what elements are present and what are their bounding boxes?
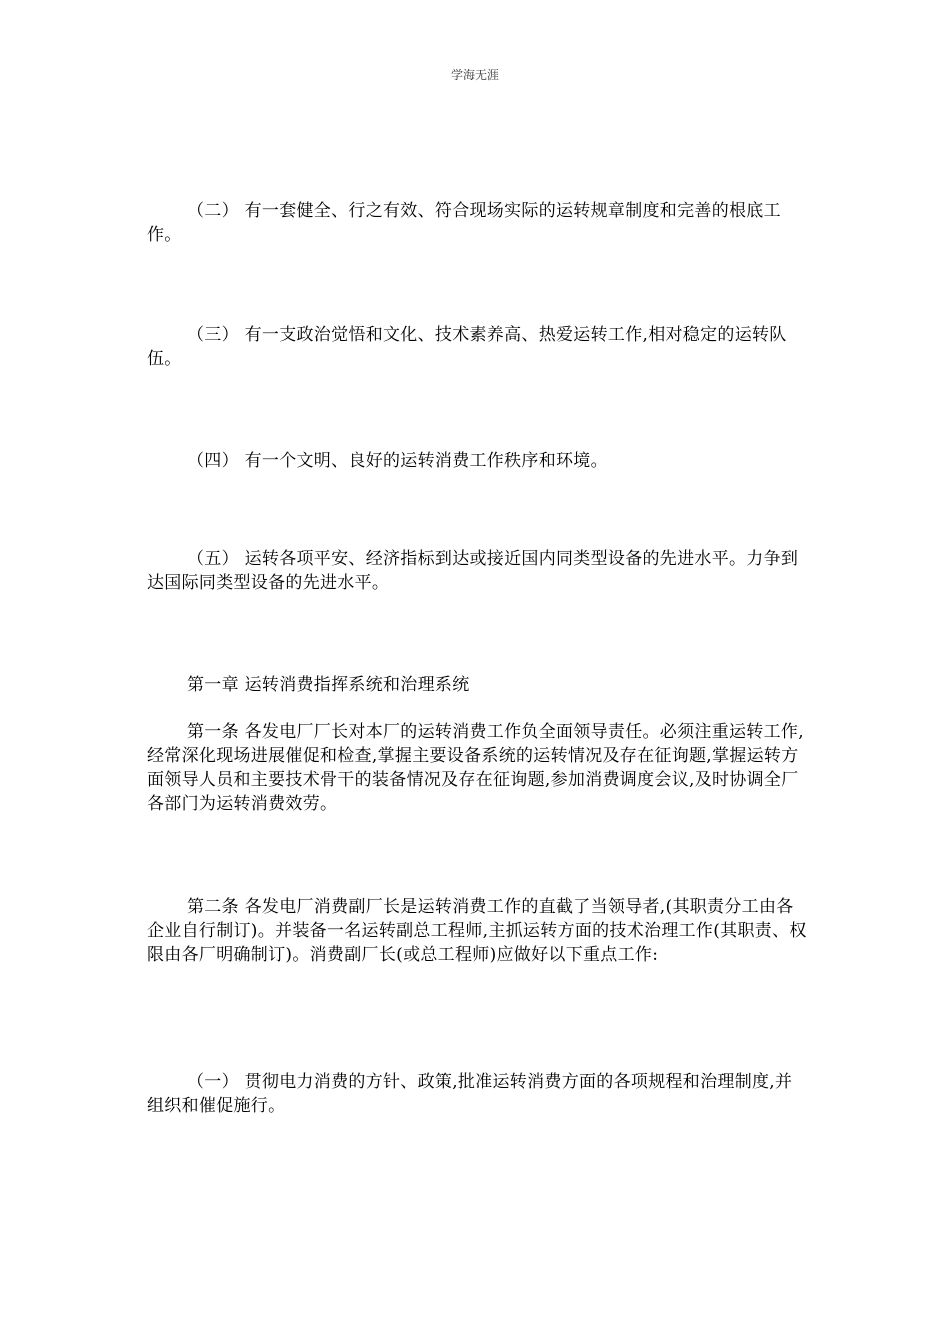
sub-item-1: （一） 贯彻电力消费的方针、政策,批准运转消费方面的各项规程和治理制度,并组织和催促施行。 xyxy=(147,1072,793,1116)
paragraph-item-2: （二） 有一套健全、行之有效、符合现场实际的运转规章制度和完善的根底工作。 xyxy=(147,201,781,245)
article-2: 第二条 各发电厂消费副厂长是运转消费工作的直截了当领导者,(其职责分工由各企业自行制订)。并装备一名运转副总工程师,主抓运转方面的技术治理工作(其职责、权限由各厂明确制订)。消费副厂长(或总工程师)应做好以下重点工作: xyxy=(147,897,807,965)
paragraph-item-5: （五） 运转各项平安、经济指标到达或接近国内同类型设备的先进水平。力争到达国际同类型设备的先进水平。 xyxy=(147,549,799,593)
paragraph-item-3: （三） 有一支政治觉悟和文化、技术素养高、热爱运转工作,相对稳定的运转队伍。 xyxy=(147,325,787,369)
page-header: 学海无涯 xyxy=(450,68,499,82)
chapter-heading: 第一章 运转消费指挥系统和治理系统 xyxy=(187,675,470,695)
article-1: 第一条 各发电厂厂长对本厂的运转消费工作负全面领导责任。必须注重运转工作,经常深化现场进展催促和检查,掌握主要设备系统的运转情况及存在征询题,掌握运转方面领导人员和主要技术骨干的装备情况及存在征询题,参加消费调度会议,及时协调全厂各部门为运转消费效劳。 xyxy=(147,722,804,814)
paragraph-item-4: （四） 有一个文明、良好的运转消费工作秩序和环境。 xyxy=(187,451,608,471)
